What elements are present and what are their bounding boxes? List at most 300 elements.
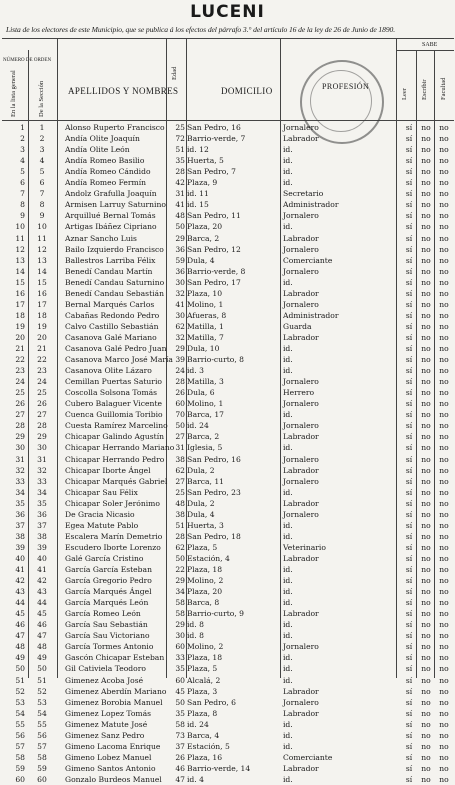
elector-address: id. 12 [187,145,209,155]
capacity: no [439,686,449,696]
can-write: no [421,288,431,298]
can-write: no [421,454,431,464]
elector-name: Cabañas Redondo Pedro [65,310,160,320]
number-section: 7 [39,189,45,199]
can-read: sí [405,255,413,265]
elector-age: 24 [175,366,185,376]
elector-address: San Pedro, 12 [187,244,241,254]
elector-age: 28 [175,531,185,541]
elector-name: García Sau Sebastián [65,620,148,630]
number-section: 58 [37,752,47,762]
number-general: 37 [15,520,25,530]
table-row [0,586,455,597]
can-write: no [421,487,431,497]
capacity: no [439,123,449,132]
number-general: 49 [15,653,25,663]
capacity: no [439,465,449,475]
number-general: 59 [15,763,25,773]
elector-name: Chicapar Galindo Agustín [65,432,165,442]
can-read: sí [405,542,413,552]
capacity: no [439,752,449,762]
table-row [0,542,455,553]
can-read: sí [405,233,413,243]
can-read: sí [405,377,413,387]
number-section: 38 [37,531,47,541]
can-write: no [421,310,431,320]
can-read: sí [405,664,413,674]
elector-profession: id. [283,664,293,674]
elector-profession: Jornalero [283,211,319,221]
number-section: 41 [37,565,47,574]
elector-name: García Marqués Ángel [65,587,152,597]
can-write: no [421,542,431,552]
elector-address: Barca, 11 [187,476,225,486]
number-section: 37 [37,520,47,530]
number-section: 22 [37,355,47,365]
elector-name: García Romeo León [65,609,141,619]
number-general: 11 [15,233,25,243]
number-general: 6 [20,178,25,188]
can-write: no [421,653,431,663]
capacity: no [439,421,449,431]
table-row [0,708,455,719]
can-read: sí [405,763,413,773]
elector-age: 62 [175,465,185,475]
number-general: 57 [15,741,25,751]
table-row [0,244,455,255]
elector-name: Aznar Sancho Luis [65,233,137,243]
elector-name: Cubero Balaguer Vicente [65,399,162,409]
capacity: no [439,653,449,663]
number-general: 55 [15,719,25,729]
can-write: no [421,366,431,376]
elector-name: Benedí Candau Saturnino [65,277,165,287]
capacity: no [439,211,449,221]
elector-profession: id. [283,576,293,586]
number-general: 56 [15,730,25,740]
elector-age: 72 [175,134,185,144]
number-general: 39 [15,542,25,552]
elector-address: id. 24 [187,421,209,431]
number-general: 9 [20,211,25,221]
number-section: 55 [37,719,47,729]
elector-profession: Jornalero [283,399,319,409]
table-row [0,597,455,608]
elector-address: Barca, 8 [187,598,220,608]
table-row [0,520,455,531]
capacity: no [439,520,449,530]
number-general: 45 [15,609,25,619]
capacity: no [439,509,449,519]
elector-address: Dula, 6 [187,388,215,398]
elector-name: Andolz Grafulla Joaquín [65,189,157,199]
elector-name: Gimenez Lopez Tomás [65,708,152,718]
can-write: no [421,620,431,630]
elector-profession: Labrador [283,465,319,475]
capacity: no [439,763,449,773]
number-general: 7 [20,189,25,199]
elector-profession: Labrador [283,432,319,442]
elector-address: Plaza, 8 [187,708,218,718]
capacity: no [439,233,449,243]
number-general: 35 [15,498,25,508]
elector-age: 48 [175,211,185,221]
number-section: 25 [37,388,47,398]
capacity: no [439,266,449,276]
elector-age: 70 [175,410,185,420]
can-write: no [421,156,431,166]
elector-name: Alonso Ruperto Francisco [65,123,165,132]
elector-profession: Secretario [283,189,324,199]
can-read: sí [405,576,413,586]
number-general: 53 [15,697,25,707]
sabe-rule [396,50,454,51]
header-profesion: PROFESIÓN [322,82,370,91]
table-row [0,398,455,409]
number-general: 10 [15,222,25,232]
table-row [0,675,455,686]
can-write: no [421,167,431,177]
can-read: sí [405,443,413,453]
number-general: 12 [15,244,25,254]
can-read: sí [405,189,413,199]
capacity: no [439,388,449,398]
number-general: 5 [20,167,25,177]
elector-name: Andía Romeo Cándido [65,167,151,177]
number-section: 20 [37,332,47,342]
elector-address: San Pedro, 23 [187,487,241,497]
elector-age: 30 [175,310,185,320]
number-section: 42 [37,576,47,586]
capacity: no [439,774,449,784]
can-read: sí [405,410,413,420]
elector-address: Barrio-curto, 8 [187,355,244,365]
can-read: sí [405,741,413,751]
table-row [0,332,455,343]
can-write: no [421,255,431,265]
capacity: no [439,344,449,353]
elector-address: Plaza, 9 [187,178,218,188]
elector-age: 50 [175,222,185,232]
elector-name: Chicapar Sau Félix [65,487,138,497]
can-read: sí [405,465,413,475]
number-section: 3 [39,145,45,155]
can-read: sí [405,609,413,619]
elector-name: Casanova Galé Mariano [65,332,157,342]
table-row [0,663,455,674]
capacity: no [439,399,449,409]
elector-age: 58 [175,609,185,619]
elector-address: Plaza, 18 [187,565,223,574]
capacity: no [439,587,449,597]
number-section: 2 [39,134,45,144]
capacity: no [439,542,449,552]
can-read: sí [405,123,413,132]
elector-profession: id. [283,620,293,630]
elector-address: Barrio-verde, 7 [187,134,246,144]
number-general: 60 [15,774,25,784]
capacity: no [439,355,449,365]
elector-address: Barca, 17 [187,410,225,420]
number-general: 38 [15,531,25,541]
elector-profession: Veterinario [283,542,326,552]
elector-name: Andía Olite Joaquín [65,134,140,144]
capacity: no [439,675,449,685]
elector-age: 58 [175,719,185,729]
can-read: sí [405,178,413,188]
can-write: no [421,432,431,442]
number-section: 18 [37,310,47,320]
can-write: no [421,708,431,718]
elector-age: 25 [175,123,185,132]
number-section: 51 [37,675,47,685]
can-read: sí [405,366,413,376]
can-read: sí [405,587,413,597]
elector-name: Gil Cativiela Teodoro [65,664,146,674]
can-write: no [421,399,431,409]
elector-address: San Pedro, 17 [187,277,241,287]
header-nombres: APELLIDOS Y NOMBRES [68,86,179,96]
table-row [0,387,455,398]
number-general: 1 [20,123,25,132]
number-general: 43 [15,587,25,597]
table-row [0,277,455,288]
number-general: 41 [15,565,25,574]
number-section: 9 [39,211,45,221]
header-sabe: SABE [422,42,438,48]
elector-profession: id. [283,653,293,663]
elector-profession: id. [283,487,293,497]
number-section: 31 [37,454,47,464]
can-read: sí [405,531,413,541]
can-write: no [421,642,431,652]
elector-address: Dula, 4 [187,255,215,265]
number-general: 19 [15,321,25,331]
number-general: 28 [15,421,25,431]
can-read: sí [405,266,413,276]
number-general: 17 [15,299,25,309]
elector-name: García Marqués León [65,598,149,608]
capacity: no [439,531,449,541]
elector-age: 33 [175,653,185,663]
number-section: 24 [37,377,47,387]
header-domicilio: DOMICILIO [221,86,273,96]
can-read: sí [405,388,413,398]
can-write: no [421,134,431,144]
capacity: no [439,277,449,287]
header-seccion: De la Sección [38,80,45,117]
elector-age: 60 [175,642,185,652]
elector-address: Molino, 2 [187,642,224,652]
table-row [0,155,455,166]
table-row [0,321,455,332]
elector-profession: Jornalero [283,299,319,309]
elector-age: 60 [175,399,185,409]
elector-name: Gimenez Acoba José [65,675,144,685]
elector-name: Gimeno Lobez Manuel [65,752,152,762]
capacity: no [439,631,449,641]
elector-profession: id. [283,443,293,453]
number-section: 39 [37,542,47,552]
number-general: 52 [15,686,25,696]
elector-address: id. 11 [187,189,209,199]
elector-age: 22 [175,565,185,574]
number-general: 22 [15,355,25,365]
number-section: 8 [39,200,45,210]
capacity: no [439,598,449,608]
elector-profession: id. [283,145,293,155]
elector-name: Coscolla Solsona Tomás [65,388,158,398]
elector-profession: id. [283,719,293,729]
number-general: 51 [15,675,25,685]
elector-age: 27 [175,432,185,442]
elector-age: 48 [175,498,185,508]
capacity: no [439,189,449,199]
elector-profession: id. [283,565,293,574]
elector-address: Plaza, 5 [187,664,218,674]
elector-name: De Gracia Nicasio [65,509,135,519]
number-section: 15 [37,277,47,287]
table-row [0,299,455,310]
table-row [0,498,455,509]
header-top-rule [2,38,454,39]
elector-age: 35 [175,156,185,166]
capacity: no [439,476,449,486]
can-write: no [421,576,431,586]
elector-name: Chicapar Herrando Pedro [65,454,165,464]
can-read: sí [405,222,413,232]
can-write: no [421,763,431,773]
table-row [0,442,455,453]
elector-profession: id. [283,366,293,376]
can-write: no [421,465,431,475]
can-read: sí [405,134,413,144]
elector-address: Matilla, 3 [187,377,224,387]
can-read: sí [405,752,413,762]
number-general: 42 [15,576,25,586]
elector-address: id. 24 [187,719,209,729]
can-read: sí [405,708,413,718]
elector-age: 36 [175,266,185,276]
elector-age: 30 [175,277,185,287]
elector-name: García Sau Victoriano [65,631,150,641]
elector-profession: Jornalero [283,454,319,464]
capacity: no [439,255,449,265]
can-read: sí [405,156,413,166]
number-section: 6 [39,178,45,188]
elector-address: San Pedro, 11 [187,211,241,221]
elector-address: San Pedro, 6 [187,697,237,707]
elector-profession: Labrador [283,332,319,342]
number-section: 14 [37,266,47,276]
table-row [0,553,455,564]
capacity: no [439,310,449,320]
number-general: 25 [15,388,25,398]
number-section: 60 [37,774,47,784]
capacity: no [439,609,449,619]
number-general: 30 [15,443,25,453]
capacity: no [439,498,449,508]
elector-name: Chicapar Iborte Ángel [65,465,151,475]
header-lista-general: En la lista general [10,70,17,117]
elector-age: 41 [175,200,185,210]
elector-name: Gimenez Matute José [65,719,148,729]
table-row [0,476,455,487]
number-general: 36 [15,509,25,519]
elector-address: Molino, 1 [187,399,224,409]
capacity: no [439,708,449,718]
elector-age: 47 [175,774,185,784]
elector-profession: Jornalero [283,266,319,276]
elector-age: 62 [175,321,185,331]
elector-address: id. 3 [187,366,204,376]
elector-age: 30 [175,631,185,641]
elector-age: 50 [175,421,185,431]
number-general: 24 [15,377,25,387]
table-row [0,531,455,542]
elector-name: Gascón Chicapar Esteban [65,653,165,663]
can-write: no [421,189,431,199]
capacity: no [439,620,449,630]
can-read: sí [405,167,413,177]
number-section: 27 [37,410,47,420]
elector-profession: id. [283,410,293,420]
table-row [0,288,455,299]
elector-address: Iglesia, 5 [187,443,223,453]
number-general: 48 [15,642,25,652]
table-row [0,619,455,630]
table-row [0,255,455,266]
can-write: no [421,277,431,287]
capacity: no [439,200,449,210]
can-write: no [421,719,431,729]
number-section: 36 [37,509,47,519]
number-general: 13 [15,255,25,265]
capacity: no [439,244,449,254]
elector-profession: Jornalero [283,476,319,486]
number-general: 31 [15,454,25,464]
can-read: sí [405,244,413,254]
header-numero-orden: NÚMERO DE ORDEN [3,58,52,63]
capacity: no [439,664,449,674]
can-write: no [421,631,431,641]
elector-age: 41 [175,299,185,309]
elector-profession: id. [283,156,293,166]
elector-address: id. 4 [187,774,204,784]
elector-age: 31 [175,189,185,199]
table-row [0,354,455,365]
number-general: 54 [15,708,25,718]
elector-address: Alcalá, 2 [187,675,221,685]
header-escribir: Escribir [421,79,428,100]
number-general: 47 [15,631,25,641]
can-read: sí [405,421,413,431]
number-general: 20 [15,332,25,342]
capacity: no [439,576,449,586]
table-row [0,564,455,575]
can-read: sí [405,620,413,630]
can-read: sí [405,145,413,155]
elector-address: Plaza, 18 [187,653,223,663]
elector-age: 42 [175,178,185,188]
elector-age: 38 [175,509,185,519]
can-write: no [421,443,431,453]
can-read: sí [405,211,413,221]
elector-age: 34 [175,587,185,597]
number-general: 40 [15,553,25,563]
number-section: 10 [37,222,47,232]
elector-name: Andía Romeo Basilio [65,156,145,166]
